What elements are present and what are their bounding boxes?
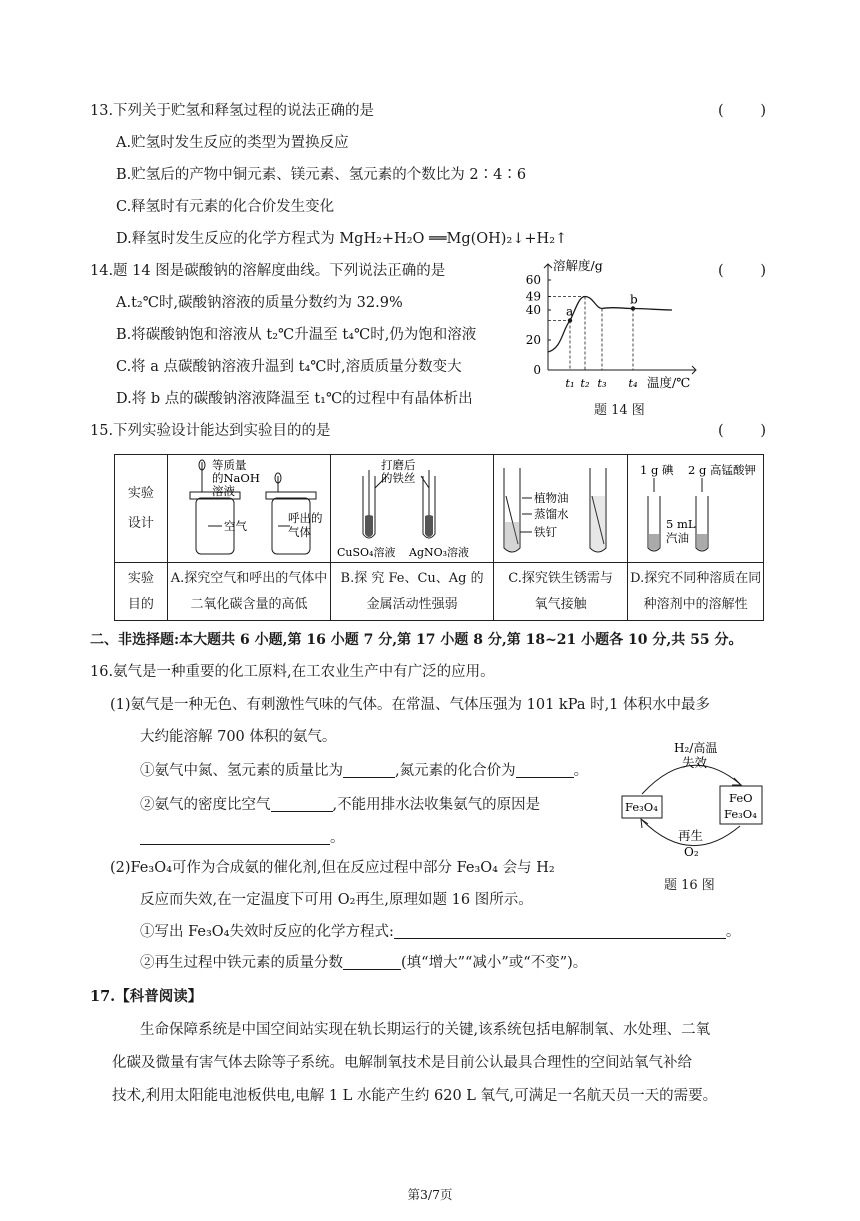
polished-wire-label-2: 的铁丝: [381, 470, 416, 485]
q14-option-a: A.t₂℃时,碳酸钠溶液的质量分数约为 32.9%: [116, 295, 403, 311]
bottom-arrowhead: [641, 819, 648, 828]
q13-option-a: A.贮氢时发生反应的类型为置换反应: [116, 135, 349, 151]
naoh-label-1: 等质量: [211, 457, 247, 472]
right-box-label-2: Fe₃O₄: [724, 807, 757, 821]
gasoline-volume-label: 5 mL: [666, 516, 696, 531]
x-tick-label: t₃: [597, 376, 607, 390]
h2-high-temp-label: H₂/高温: [674, 741, 718, 755]
cuso4-label: CuSO₄溶液: [337, 545, 396, 559]
air-label: 空气: [223, 518, 247, 533]
gas-bottles-drawing: [168, 456, 323, 562]
kmno4-label: 2 g 高锰酸钾: [688, 462, 757, 477]
x-tick-label: t₁: [565, 376, 575, 390]
q15-experiment-table: [114, 454, 764, 621]
q13-option-c: C.释氢时有元素的化合价发生变化: [116, 199, 335, 215]
naoh-label-3: 溶液: [211, 483, 235, 498]
answer-blank-mass-ratio[interactable]: [343, 761, 395, 778]
catalyst-cycle-diagram: [610, 740, 780, 860]
q17-paragraph-line1: 生命保障系统是中国空间站实现在轨长期运行的关键,该系统包括电解制氧、水处理、二氧: [140, 1022, 711, 1038]
q15-stem: 15.下列实验设计能达到实验目的的是: [90, 423, 331, 439]
section-2-heading: 二、非选择题:本大题共 6 小题,第 16 小题 7 分,第 17 小题 8 分,第 18~21 小题各 10 分,共 55 分。: [90, 632, 743, 648]
y-tick-label: 40: [525, 303, 541, 317]
q16-part2-line1: (2)Fe₃O₄可作为合成氨的催化剂,但在反应过程中部分 Fe₃O₄ 会与 H₂: [110, 860, 555, 876]
gasoline-label: 汽油: [666, 530, 690, 545]
y-tick-label: 60: [525, 273, 541, 287]
q16-part1-q2: ②氨气的密度比空气 ,不能用排水法收集氨气的原因是: [140, 797, 541, 813]
x-tick-label: t₂: [580, 376, 590, 390]
nail-label: 铁钉: [533, 524, 557, 539]
point-b: [631, 306, 635, 310]
y-axis-label: 溶解度/g: [553, 258, 603, 273]
answer-blank-iron-fraction[interactable]: [343, 953, 401, 970]
naoh-label-2: 的NaOH: [211, 470, 260, 485]
q17-title: 17.【科普阅读】: [90, 988, 203, 1005]
answer-blank-density[interactable]: [271, 795, 333, 812]
polished-wire-label-1: 打磨后: [381, 457, 416, 472]
q16-part1-q2-cont: 。: [140, 828, 345, 848]
q16-part2-q1: ①写出 Fe₃O₄失效时反应的化学方程式: 。: [140, 924, 741, 940]
answer-blank-valence[interactable]: [516, 761, 574, 778]
q16-stem: 16.氨气是一种重要的化工原料,在工农业生产中有广泛的应用。: [90, 664, 495, 680]
solubility-chart: [515, 256, 705, 396]
o2-label: O₂: [684, 845, 699, 859]
row-header-design: 实验 设计: [115, 455, 168, 563]
q17-paragraph-line3: 技术,利用太阳能电池板供电,电解 1 L 水能产生约 620 L 氧气,可满足一名航天员一天的需要。: [112, 1088, 718, 1104]
point-label-b: b: [630, 292, 638, 307]
iodine-label: 1 g 碘: [640, 462, 674, 477]
design-cell-c: [493, 455, 628, 563]
exhaled-label-2: 气体: [287, 524, 311, 539]
q16-figure-caption: 题 16 图: [664, 878, 715, 893]
q16-part2-line2: 反应而失效,在一定温度下可用 O₂再生,原理如题 16 图所示。: [140, 892, 533, 908]
answer-blank-equation[interactable]: [394, 922, 726, 939]
purpose-c: C.探究铁生锈需与 氧气接触: [493, 563, 628, 621]
q17-paragraph-line2: 化碳及微量有害气体去除等子系统。电解制氧技术是目前公认最具合理性的空间站氧气补给: [112, 1055, 692, 1071]
regeneration-label: 再生: [678, 828, 704, 843]
q13-option-d: D.释氢时发生反应的化学方程式为 MgH₂+H₂O ══Mg(OH)₂↓+H₂↑: [116, 231, 568, 247]
x-axis-label: 温度/℃: [647, 375, 691, 390]
design-cell-a: [167, 455, 331, 563]
q16-part1-line2: 大约能溶解 700 体积的氨气。: [140, 729, 337, 745]
q14-option-b: B.将碳酸钠饱和溶液从 t₂℃升温至 t₄℃时,仍为饱和溶液: [116, 327, 477, 343]
left-box-label: Fe₃O₄: [625, 800, 658, 814]
q13-stem: 13.下列关于贮氢和释氢过程的说法正确的是: [90, 103, 375, 119]
q16-part1-line1: (1)氨气是一种无色、有刺激性气味的气体。在常温、气体压强为 101 kPa 时,1 体积水中最多: [110, 697, 711, 713]
rusting-drawing: [494, 456, 618, 562]
exhaled-label-1: 呼出的: [287, 510, 323, 525]
agno3-label: AgNO₃溶液: [409, 545, 470, 559]
y-tick-label: 20: [525, 333, 541, 347]
design-cell-d: [628, 455, 764, 563]
oil-label: 植物油: [533, 490, 569, 505]
answer-blank-reason[interactable]: [140, 828, 330, 845]
x-tick-label: t₄: [628, 376, 638, 390]
point-label-a: a: [566, 304, 574, 319]
water-label: 蒸馏水: [533, 506, 569, 521]
point-a: [568, 318, 572, 322]
right-box-label-1: FeO: [729, 791, 753, 805]
q16-part1-q1: ①氨气中氮、氢元素的质量比为 ,氮元素的化合价为 。: [140, 763, 589, 779]
q13-option-b: B.贮氢后的产物中铜元素、镁元素、氢元素的个数比为 2∶4∶6: [116, 167, 527, 183]
q14-stem: 14.题 14 图是碳酸钠的溶解度曲线。下列说法正确的是: [90, 263, 446, 279]
y-tick-label: 0: [533, 363, 541, 377]
y-tick-label: 49: [525, 289, 541, 304]
solubility-test-drawing: [628, 456, 757, 562]
q14-option-c: C.将 a 点碳酸钠溶液升温到 t₄℃时,溶质质量分数变大: [116, 359, 462, 375]
purpose-a: A.探究空气和呼出的气体中 二氧化碳含量的高低: [167, 563, 331, 621]
q16-part2-q2: ②再生过程中铁元素的质量分数 (填“增大”“减小”或“不变”)。: [140, 955, 588, 971]
q14-figure-caption: 题 14 图: [594, 403, 645, 418]
purpose-b: B.探 究 Fe、Cu、Ag 的 金属活动性强弱: [331, 563, 494, 621]
metal-activity-drawing: [331, 456, 481, 562]
q14-option-d: D.将 b 点的碳酸钠溶液降温至 t₁℃的过程中有晶体析出: [116, 391, 473, 407]
design-cell-b: [331, 455, 494, 563]
purpose-d: D.探究不同种溶质在同 种溶剂中的溶解性: [628, 563, 764, 621]
deactivation-label: 失效: [682, 755, 708, 770]
page-number: 第3/7页: [407, 1187, 453, 1202]
row-header-purpose: 实验 目的: [115, 563, 168, 621]
